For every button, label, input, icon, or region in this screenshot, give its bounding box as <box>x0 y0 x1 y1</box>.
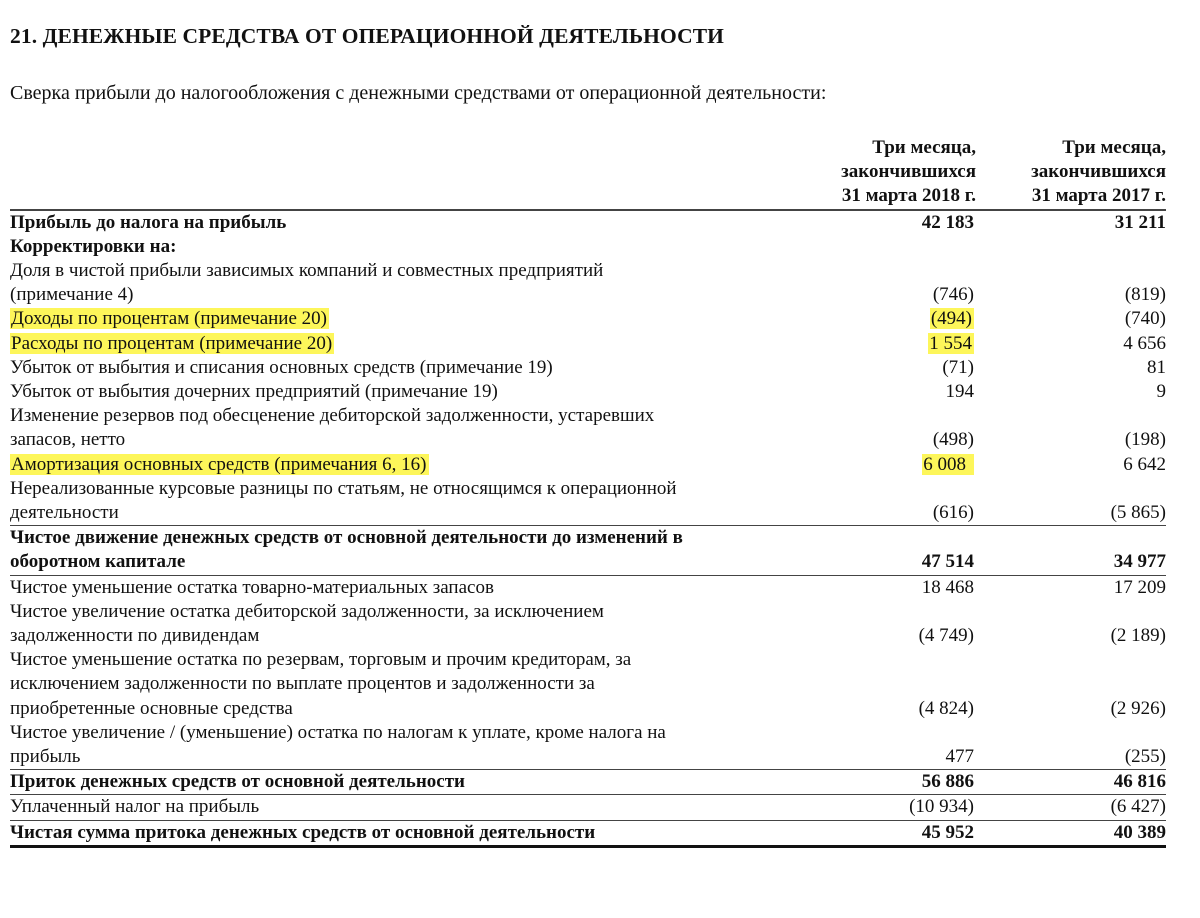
table-row: Изменение резервов под обесценение дебиторской задолженности, устаревших запасов, нетто (498) (198) <box>10 405 1166 451</box>
table-header <box>10 136 1166 211</box>
highlighted-value: 1 554 <box>929 332 972 354</box>
column-header-2018: Три месяца, закончившихся 31 марта 2018 г. <box>841 137 976 207</box>
table-row-interest-expense: Расходы по процентам (примечание 20) 1 554 4 656 <box>11 332 1166 354</box>
table-row: Убыток от выбытия дочерних предприятий (примечание 19) 194 9 <box>10 381 1166 403</box>
table-row-profit-before-tax: Прибыль до налога на прибыль 42 183 31 211 <box>10 211 1166 233</box>
highlighted-value: (494) <box>930 308 972 330</box>
table-row-adjustments-heading: Корректировки на: <box>10 235 177 257</box>
table-row-depreciation: Амортизация основных средств (примечания 6, 16) 6 008 6 642 <box>11 453 1166 475</box>
table-row: Чистое увеличение / (уменьшение) остатка по налогам к уплате, кроме налога на прибыль 477 (255) <box>10 721 1166 768</box>
highlighted-label: Доходы по процентам (примечание 20) <box>11 308 327 330</box>
table-row-interest-income: Доходы по процентам (примечание 20) (494) (740) <box>11 308 1166 330</box>
table-row-income-tax-paid: Уплаченный налог на прибыль (10 934) (6 427) <box>10 794 1166 819</box>
highlighted-value: 6 008 <box>922 454 974 475</box>
highlighted-label: Расходы по процентам (примечание 20) <box>11 332 333 354</box>
table-row: Чистое уменьшение остатка по резервам, торговым и прочим кредиторам, за исключением задолженности по выплате процентов и задолженности за приобретенные основные средства (4 824) (2 926) <box>10 649 1166 719</box>
cash-flow-table <box>10 136 1166 848</box>
highlighted-label: Амортизация основных средств (примечания 6, 16) <box>11 453 427 475</box>
table-row: Нереализованные курсовые разницы по статьям, не относящимся к операционной деятельности (616) (5 865) <box>10 477 1166 524</box>
column-header-2017: Три месяца, закончившихся 31 марта 2017 г. <box>1031 137 1166 207</box>
table-row-net-operating-cash: Чистая сумма притока денежных средств от основной деятельности 45 952 40 389 <box>10 820 1166 848</box>
table-row-operating-inflow: Приток денежных средств от основной деятельности 56 886 46 816 <box>10 769 1166 794</box>
section-subtitle: Сверка прибыли до налогообложения с денежными средствами от операционной деятельности: <box>10 82 827 104</box>
table-row-subtotal-before-wc: Чистое движение денежных средств от основной деятельности до изменений в оборотном капитале 47 514 34 977 <box>10 525 1166 574</box>
table-row: Чистое уменьшение остатка товарно-материальных запасов 18 468 17 209 <box>10 575 1166 600</box>
table-row: Убыток от выбытия и списания основных средств (примечание 19) (71) 81 <box>10 356 1166 378</box>
table-row: Чистое увеличение остатка дебиторской задолженности, за исключением задолженности по дивидендам (4 749) (2 189) <box>10 600 1166 647</box>
section-title: 21. ДЕНЕЖНЫЕ СРЕДСТВА ОТ ОПЕРАЦИОННОЙ ДЕЯТЕЛЬНОСТИ <box>10 24 724 48</box>
table-row: Доля в чистой прибыли зависимых компаний и совместных предприятий (примечание 4) (746) (819) <box>10 260 1166 306</box>
